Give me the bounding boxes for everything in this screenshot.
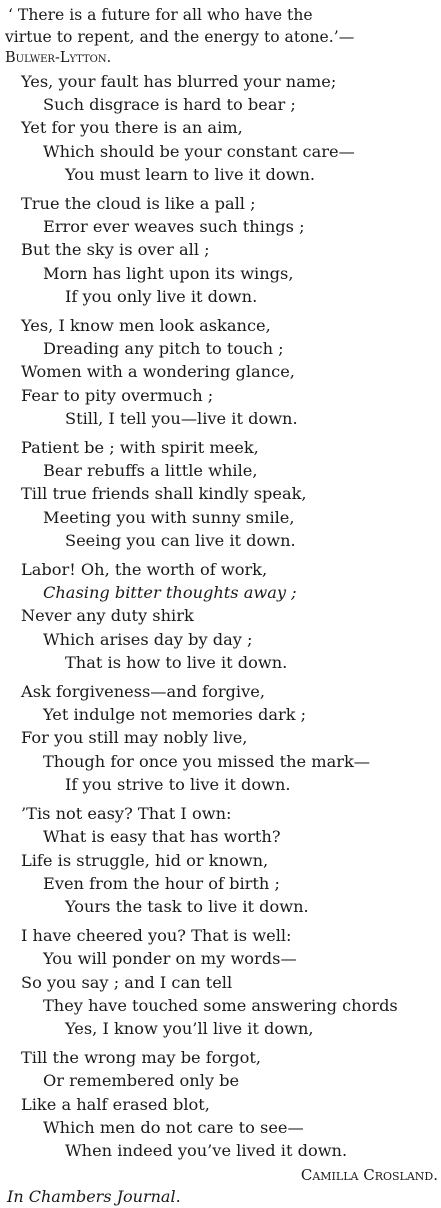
poem-line: For you still may nobly live, [21, 728, 248, 748]
poem-line: Yet indulge not memories dark ; [43, 705, 307, 725]
poem-line: What is easy that has worth? [43, 827, 281, 847]
stanza-7 [5, 802, 438, 918]
poem-line: True the cloud is like a pall ; [21, 194, 256, 214]
poem-line: Fear to pity overmuch ; [21, 385, 214, 405]
poem-line: Which arises day by day ; [43, 629, 253, 649]
stanza-9 [5, 1046, 438, 1162]
epigraph [5, 4, 438, 68]
epigraph-author: Bulwer-Lytton. [5, 50, 112, 66]
stanza-3 [5, 314, 438, 430]
stanza-2 [5, 192, 438, 308]
poem-line: Ask forgiveness—and forgive, [21, 682, 265, 702]
epigraph-line: virtue to repent, and the energy to atone.’— [5, 28, 355, 46]
poem-line: Morn has light upon its wings, [43, 263, 294, 283]
poem-line: Patient be ; with spirit meek, [21, 438, 259, 458]
poem-line: Yet for you there is an aim, [21, 118, 243, 138]
poem-line: Or remembered only be [43, 1071, 240, 1091]
poem-line: When indeed you’ve lived it down. [65, 1140, 348, 1160]
poem-line: If you strive to live it down. [65, 774, 291, 794]
poem-line: Labor! Oh, the worth of work, [21, 560, 268, 580]
poem-line: That is how to live it down. [65, 652, 288, 672]
author-signature: Camilla Crosland. [300, 1166, 438, 1185]
poem-line: Yours the task to live it down. [65, 896, 309, 916]
stanza-4 [5, 436, 438, 552]
poem-line: Though for once you missed the mark— [43, 751, 370, 771]
epigraph-line: ‘ There is a future for all who have the [8, 6, 313, 24]
poem-line: Life is struggle, hid or known, [21, 850, 269, 870]
poem-line: But the sky is over all ; [21, 240, 210, 260]
poem-line: So you say ; and I can tell [21, 972, 233, 992]
poem-line: ’Tis not easy? That I own: [21, 804, 232, 824]
poem-line: Till true friends shall kindly speak, [21, 484, 307, 504]
stanza-5 [5, 558, 438, 674]
stanza-8 [5, 924, 438, 1040]
poem-line: Yes, your fault has blurred your name; [21, 72, 337, 91]
source-citation: In Chambers Journal. [7, 1187, 181, 1207]
poem-line: Error ever weaves such things ; [43, 217, 305, 237]
poem-line: Till the wrong may be forgot, [21, 1048, 262, 1068]
poem-line: Yes, I know you’ll live it down, [65, 1018, 314, 1038]
poem-line: Such disgrace is hard to bear ; [43, 95, 296, 115]
stanza-1 [5, 70, 438, 186]
poem-line: Even from the hour of birth ; [43, 873, 280, 893]
poem-line: Women with a wondering glance, [21, 362, 295, 382]
stanza-6 [5, 680, 438, 796]
poem-line: Bear rebuffs a little while, [43, 461, 258, 481]
poem-body [5, 70, 438, 1162]
poem-line: Chasing bitter thoughts away ; [43, 583, 297, 603]
poem-line: Yes, I know men look askance, [21, 316, 271, 336]
poem-line: Seeing you can live it down. [65, 530, 296, 550]
poem-line: They have touched some answering chords [43, 995, 398, 1015]
poem-line: Dreading any pitch to touch ; [43, 339, 284, 359]
poem-line: You must learn to live it down. [65, 164, 316, 184]
poem-line: Meeting you with sunny smile, [43, 507, 295, 527]
poem-line: You will ponder on my words— [43, 949, 297, 969]
poem-line: Which men do not care to see— [43, 1117, 304, 1137]
poem-line: Still, I tell you—live it down. [65, 408, 298, 428]
poem-line: Which should be your constant care— [43, 141, 355, 161]
poem-line: If you only live it down. [65, 286, 258, 306]
poem-line: Like a half erased blot, [21, 1094, 210, 1114]
poem-line: I have cheered you? That is well: [21, 926, 292, 946]
poem-line: Never any duty shirk [21, 606, 194, 626]
